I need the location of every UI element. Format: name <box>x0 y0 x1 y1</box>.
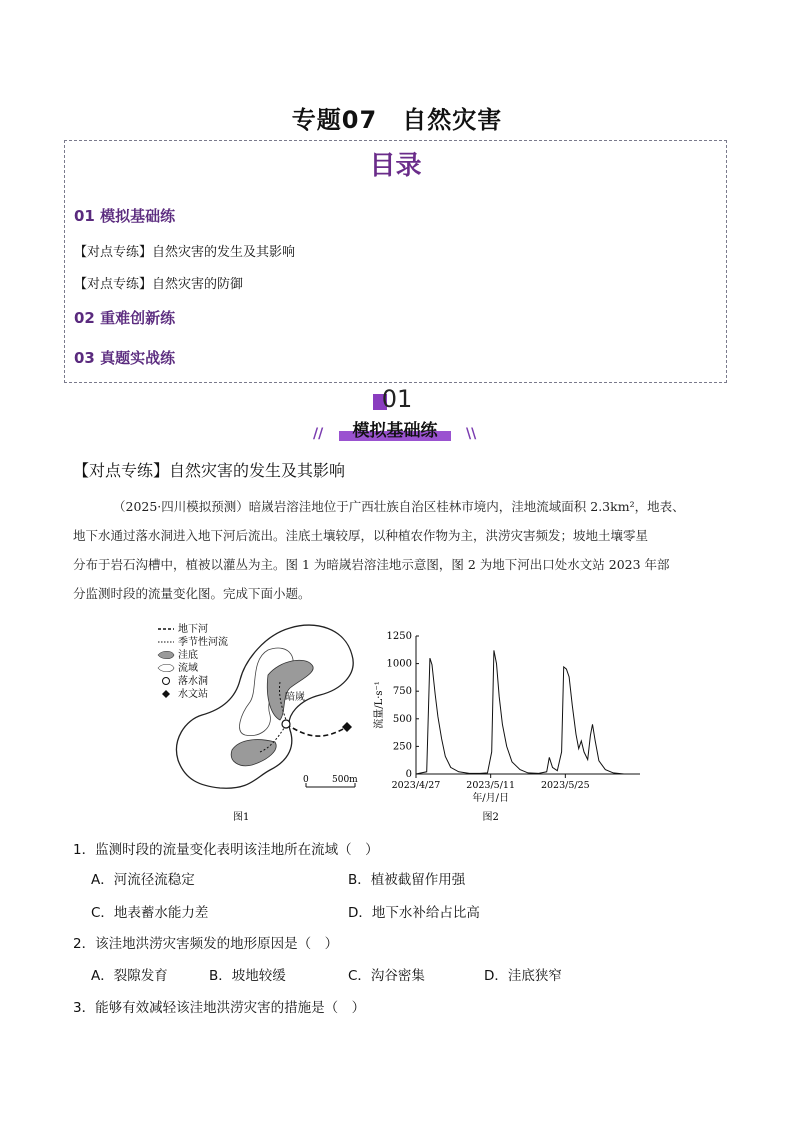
toc-heading: 目录 <box>369 151 422 181</box>
x-tick-label: 2023/5/25 <box>540 780 590 791</box>
section-name: 模拟基础练 <box>352 421 438 441</box>
question-1-option-b[interactable]: B．植被截留作用强 <box>348 872 466 888</box>
section-deco-right: \\ <box>466 426 477 442</box>
toc-item-simulation[interactable]: 01 模拟基础练 <box>74 207 176 225</box>
question-2-option-d[interactable]: D．洼底狭窄 <box>484 968 562 984</box>
legend-basin: 流域 <box>178 663 198 674</box>
toc-box <box>64 140 727 383</box>
scale-zero: 0 <box>303 775 309 785</box>
passage-line-2: 地下水通过落水洞进入地下河后流出。洼底土壤较厚，以种植农作物为主，洪涝灾害频发；坡地土壤零星 <box>73 528 649 543</box>
question-1-option-c[interactable]: C．地表蓄水能力差 <box>91 905 209 921</box>
legend-basin-swatch <box>158 664 174 672</box>
toc-item-defense[interactable]: 【对点专练】自然灾害的防御 <box>74 277 244 292</box>
question-2-stem: 2．该洼地洪涝灾害频发的地形原因是（ ） <box>73 936 339 952</box>
legend-sinkhole: 落水洞 <box>178 676 208 687</box>
basin-outline <box>177 625 354 788</box>
passage-line-3: 分布于岩石沟槽中，植被以灌丛为主。图 1 为暗嵗岩溶洼地示意图，图 2 为地下河出口处水文站 2023 年部 <box>73 557 670 572</box>
legend-underground-river: 地下河 <box>178 624 208 635</box>
toc-item-innovation[interactable]: 02 重难创新练 <box>74 309 176 327</box>
figure1-map <box>140 620 370 825</box>
subheading: 【对点专练】自然灾害的发生及其影响 <box>73 461 346 480</box>
sinkhole-marker <box>282 720 290 728</box>
legend-depression: 洼底 <box>178 650 198 661</box>
place-label: 暗嵗 <box>285 692 305 703</box>
legend-depression-swatch <box>158 651 174 659</box>
passage-line-4: 分监测时段的流量变化图。完成下面小题。 <box>73 586 311 601</box>
x-tick-label: 2023/4/27 <box>391 780 441 791</box>
question-2-option-b[interactable]: B．坡地较缓 <box>209 968 286 984</box>
toc-item-real-exam[interactable]: 03 真题实战练 <box>74 349 176 367</box>
toc-item-occurrence[interactable]: 【对点专练】自然灾害的发生及其影响 <box>74 245 296 260</box>
chart-xlabel: 年/月/日 <box>472 793 510 804</box>
y-tick-label: 1000 <box>386 658 412 670</box>
x-tick-label: 2023/5/11 <box>466 780 516 791</box>
legend-sinkhole-swatch <box>163 678 170 685</box>
depression-bottom-upper <box>267 660 313 720</box>
figure1-caption: 图1 <box>233 812 250 823</box>
question-2-option-c[interactable]: C．沟谷密集 <box>348 968 425 984</box>
y-tick-label: 250 <box>392 741 412 753</box>
underground-river <box>286 724 345 736</box>
figure2-chart <box>370 622 650 827</box>
legend-station: 水文站 <box>178 689 208 700</box>
figure2-caption: 图2 <box>482 812 499 823</box>
legend-station-swatch <box>162 690 170 698</box>
y-tick-label: 500 <box>392 713 412 725</box>
section-deco-left: // <box>313 426 324 442</box>
y-tick-label: 0 <box>405 769 412 780</box>
chart-ylabel: 流量/L·s⁻¹ <box>374 681 385 729</box>
question-1-option-d[interactable]: D．地下水补给占比高 <box>348 905 480 921</box>
flow-series-line <box>416 650 624 774</box>
legend-seasonal-river: 季节性河流 <box>178 637 228 648</box>
question-3-stem: 3．能够有效减轻该洼地洪涝灾害的措施是（ ） <box>73 1000 366 1016</box>
y-tick-label: 750 <box>392 686 412 698</box>
page-title: 专题07 自然灾害 <box>291 106 503 134</box>
question-1-option-a[interactable]: A．河流径流稳定 <box>91 872 195 888</box>
question-1-stem: 1．监测时段的流量变化表明该洼地所在流域（ ） <box>73 842 379 858</box>
depression-bottom-lower <box>231 740 276 766</box>
passage-line-1: （2025·四川模拟预测）暗嵗岩溶洼地位于广西壮族自治区桂林市境内，洼地流域面积 2.3km²，地表、 <box>113 499 685 514</box>
y-tick-label: 1250 <box>386 631 412 642</box>
section-number: 01 <box>381 385 413 413</box>
question-2-option-a[interactable]: A．裂隙发育 <box>91 968 168 984</box>
scale-label: 500m <box>332 775 358 785</box>
hydro-station-marker <box>342 722 352 732</box>
section-banner <box>329 420 461 442</box>
